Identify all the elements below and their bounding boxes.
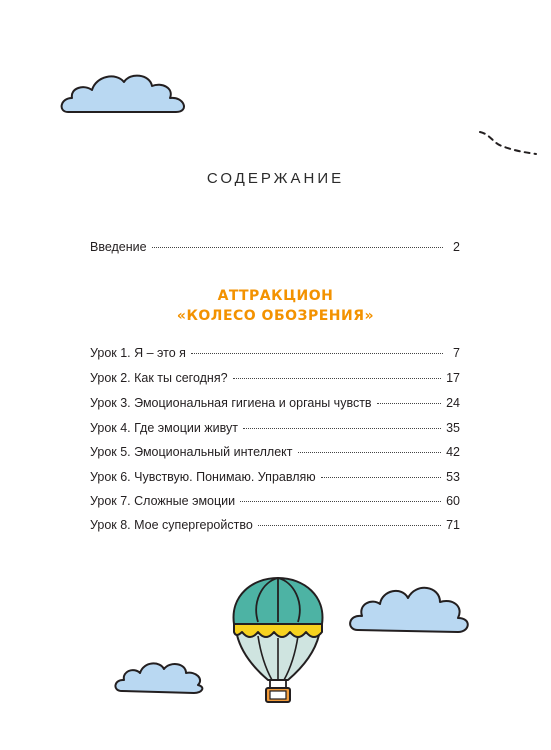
toc-row-lesson-2 bbox=[90, 371, 460, 389]
cloud-icon bbox=[348, 578, 472, 636]
section-heading-line2: «КОЛЕСО ОБОЗРЕНИЯ» bbox=[176, 308, 375, 324]
hot-air-balloon-icon bbox=[228, 576, 328, 708]
toc-row-page: 24 bbox=[446, 396, 460, 410]
dot-leader bbox=[233, 378, 442, 379]
toc-row-page: 53 bbox=[446, 470, 460, 484]
dot-leader bbox=[321, 477, 441, 478]
toc-row-lesson-8 bbox=[90, 518, 460, 536]
toc-row-page: 7 bbox=[453, 346, 460, 360]
dot-leader bbox=[298, 452, 442, 453]
dot-leader bbox=[243, 428, 441, 429]
toc-row-lesson-6 bbox=[90, 470, 460, 488]
toc-row-lesson-5 bbox=[90, 445, 460, 463]
cloud-icon bbox=[114, 655, 206, 695]
toc-row-label: Введение bbox=[90, 240, 147, 254]
toc-row-lesson-3 bbox=[90, 396, 460, 414]
toc-row-lesson-4 bbox=[90, 421, 460, 439]
toc-row-page: 17 bbox=[446, 371, 460, 385]
dashed-trail-icon bbox=[478, 128, 538, 162]
toc-row-page: 2 bbox=[453, 240, 460, 254]
toc-row-lesson-1 bbox=[90, 346, 460, 364]
section-heading-line1: АТТРАКЦИОН bbox=[217, 288, 334, 304]
dot-leader bbox=[152, 247, 443, 248]
toc-row-page: 35 bbox=[446, 421, 460, 435]
toc-row-label: Урок 1. Я – это я bbox=[90, 346, 186, 360]
toc-title: СОДЕРЖАНИЕ bbox=[206, 170, 345, 187]
toc-row-label: Урок 3. Эмоциональная гигиена и органы чувств bbox=[90, 396, 372, 410]
toc-row-label: Урок 8. Мое супергеройство bbox=[90, 518, 253, 532]
dot-leader bbox=[377, 403, 442, 404]
cloud-icon bbox=[58, 68, 192, 118]
toc-row-lesson-7 bbox=[90, 494, 460, 512]
toc-row-label: Урок 2. Как ты сегодня? bbox=[90, 371, 228, 385]
toc-row-intro bbox=[90, 240, 460, 258]
toc-row-page: 60 bbox=[446, 494, 460, 508]
toc-row-page: 42 bbox=[446, 445, 460, 459]
toc-row-label: Урок 5. Эмоциональный интеллект bbox=[90, 445, 293, 459]
dot-leader bbox=[240, 501, 441, 502]
toc-row-label: Урок 6. Чувствую. Понимаю. Управляю bbox=[90, 470, 316, 484]
toc-row-label: Урок 4. Где эмоции живут bbox=[90, 421, 238, 435]
toc-row-label: Урок 7. Сложные эмоции bbox=[90, 494, 236, 508]
dot-leader bbox=[258, 525, 441, 526]
toc-row-page: 71 bbox=[446, 518, 460, 532]
dot-leader bbox=[191, 353, 443, 354]
